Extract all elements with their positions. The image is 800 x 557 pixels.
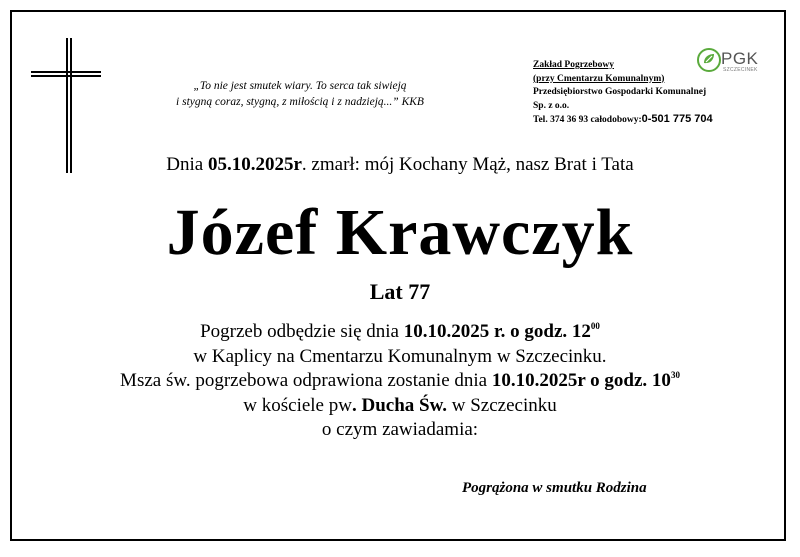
- funeral-date-prefix: Pogrzeb odbędzie się dnia: [200, 321, 404, 342]
- funeral-home-name: Zakład Pogrzebowy: [533, 60, 615, 70]
- death-suffix: . zmarł: mój Kochany Mąż, nasz Brat i Tata: [301, 154, 634, 175]
- family-signature: Pogrążona w smutku Rodzina: [462, 480, 647, 496]
- funeral-place-line: w Kaplicy na Cmentarzu Komunalnym w Szczecinku.: [193, 345, 607, 367]
- church-name: . Ducha Św.: [351, 394, 447, 416]
- logo-subtext: SZCZECINEK: [723, 67, 758, 73]
- pgk-logo: [697, 47, 767, 77]
- funeral-home-legal-form: Sp. z o.o.: [533, 100, 570, 111]
- phone-prefix: Tel. 374 36 93 całodobowy:: [533, 115, 642, 125]
- quote-line-2: i stygną coraz, stygną, z miłością i z nadzieją...” KKB: [176, 96, 424, 108]
- mass-place-suffix: w Szczecinku: [447, 394, 557, 416]
- deceased-age: Lat 77: [369, 279, 431, 304]
- cross-icon: [31, 38, 101, 173]
- death-prefix: Dnia: [166, 154, 208, 175]
- mass-date-time: 10.10.2025r o godz. 10: [491, 370, 671, 391]
- funeral-home-phone: [533, 113, 773, 128]
- mass-date-line: [0, 369, 800, 394]
- notify-line: o czym zawiadamia:: [321, 419, 479, 440]
- leaf-icon: [697, 48, 721, 72]
- mass-time-minutes: 30: [670, 370, 680, 380]
- mass-place-line: [0, 394, 800, 419]
- memorial-quote: [150, 78, 450, 110]
- deceased-name: Józef Krawczyk: [166, 196, 634, 269]
- logo-text: PGK: [721, 49, 759, 68]
- quote-line-1: „To nie jest smutek wiary. To serca tak siwieją: [193, 80, 407, 92]
- funeral-details: [0, 320, 800, 443]
- funeral-home-location: (przy Cmentarzu Komunalnym): [533, 73, 665, 84]
- mass-date-prefix: Msza św. pogrzebowa odprawiona zostanie dnia: [120, 370, 492, 391]
- funeral-home-company: Przedsiębiorstwo Gospodarki Komunalnej: [533, 87, 707, 97]
- mass-place-prefix: w kościele pw: [243, 394, 352, 416]
- funeral-date-line: [0, 320, 800, 345]
- death-announcement: [0, 154, 800, 176]
- funeral-time-minutes: 00: [590, 321, 600, 331]
- funeral-date-time: 10.10.2025 r. o godz. 12: [403, 321, 591, 342]
- phone-24h: 0-501 775 704: [641, 113, 713, 125]
- death-date: 05.10.2025r: [207, 154, 302, 175]
